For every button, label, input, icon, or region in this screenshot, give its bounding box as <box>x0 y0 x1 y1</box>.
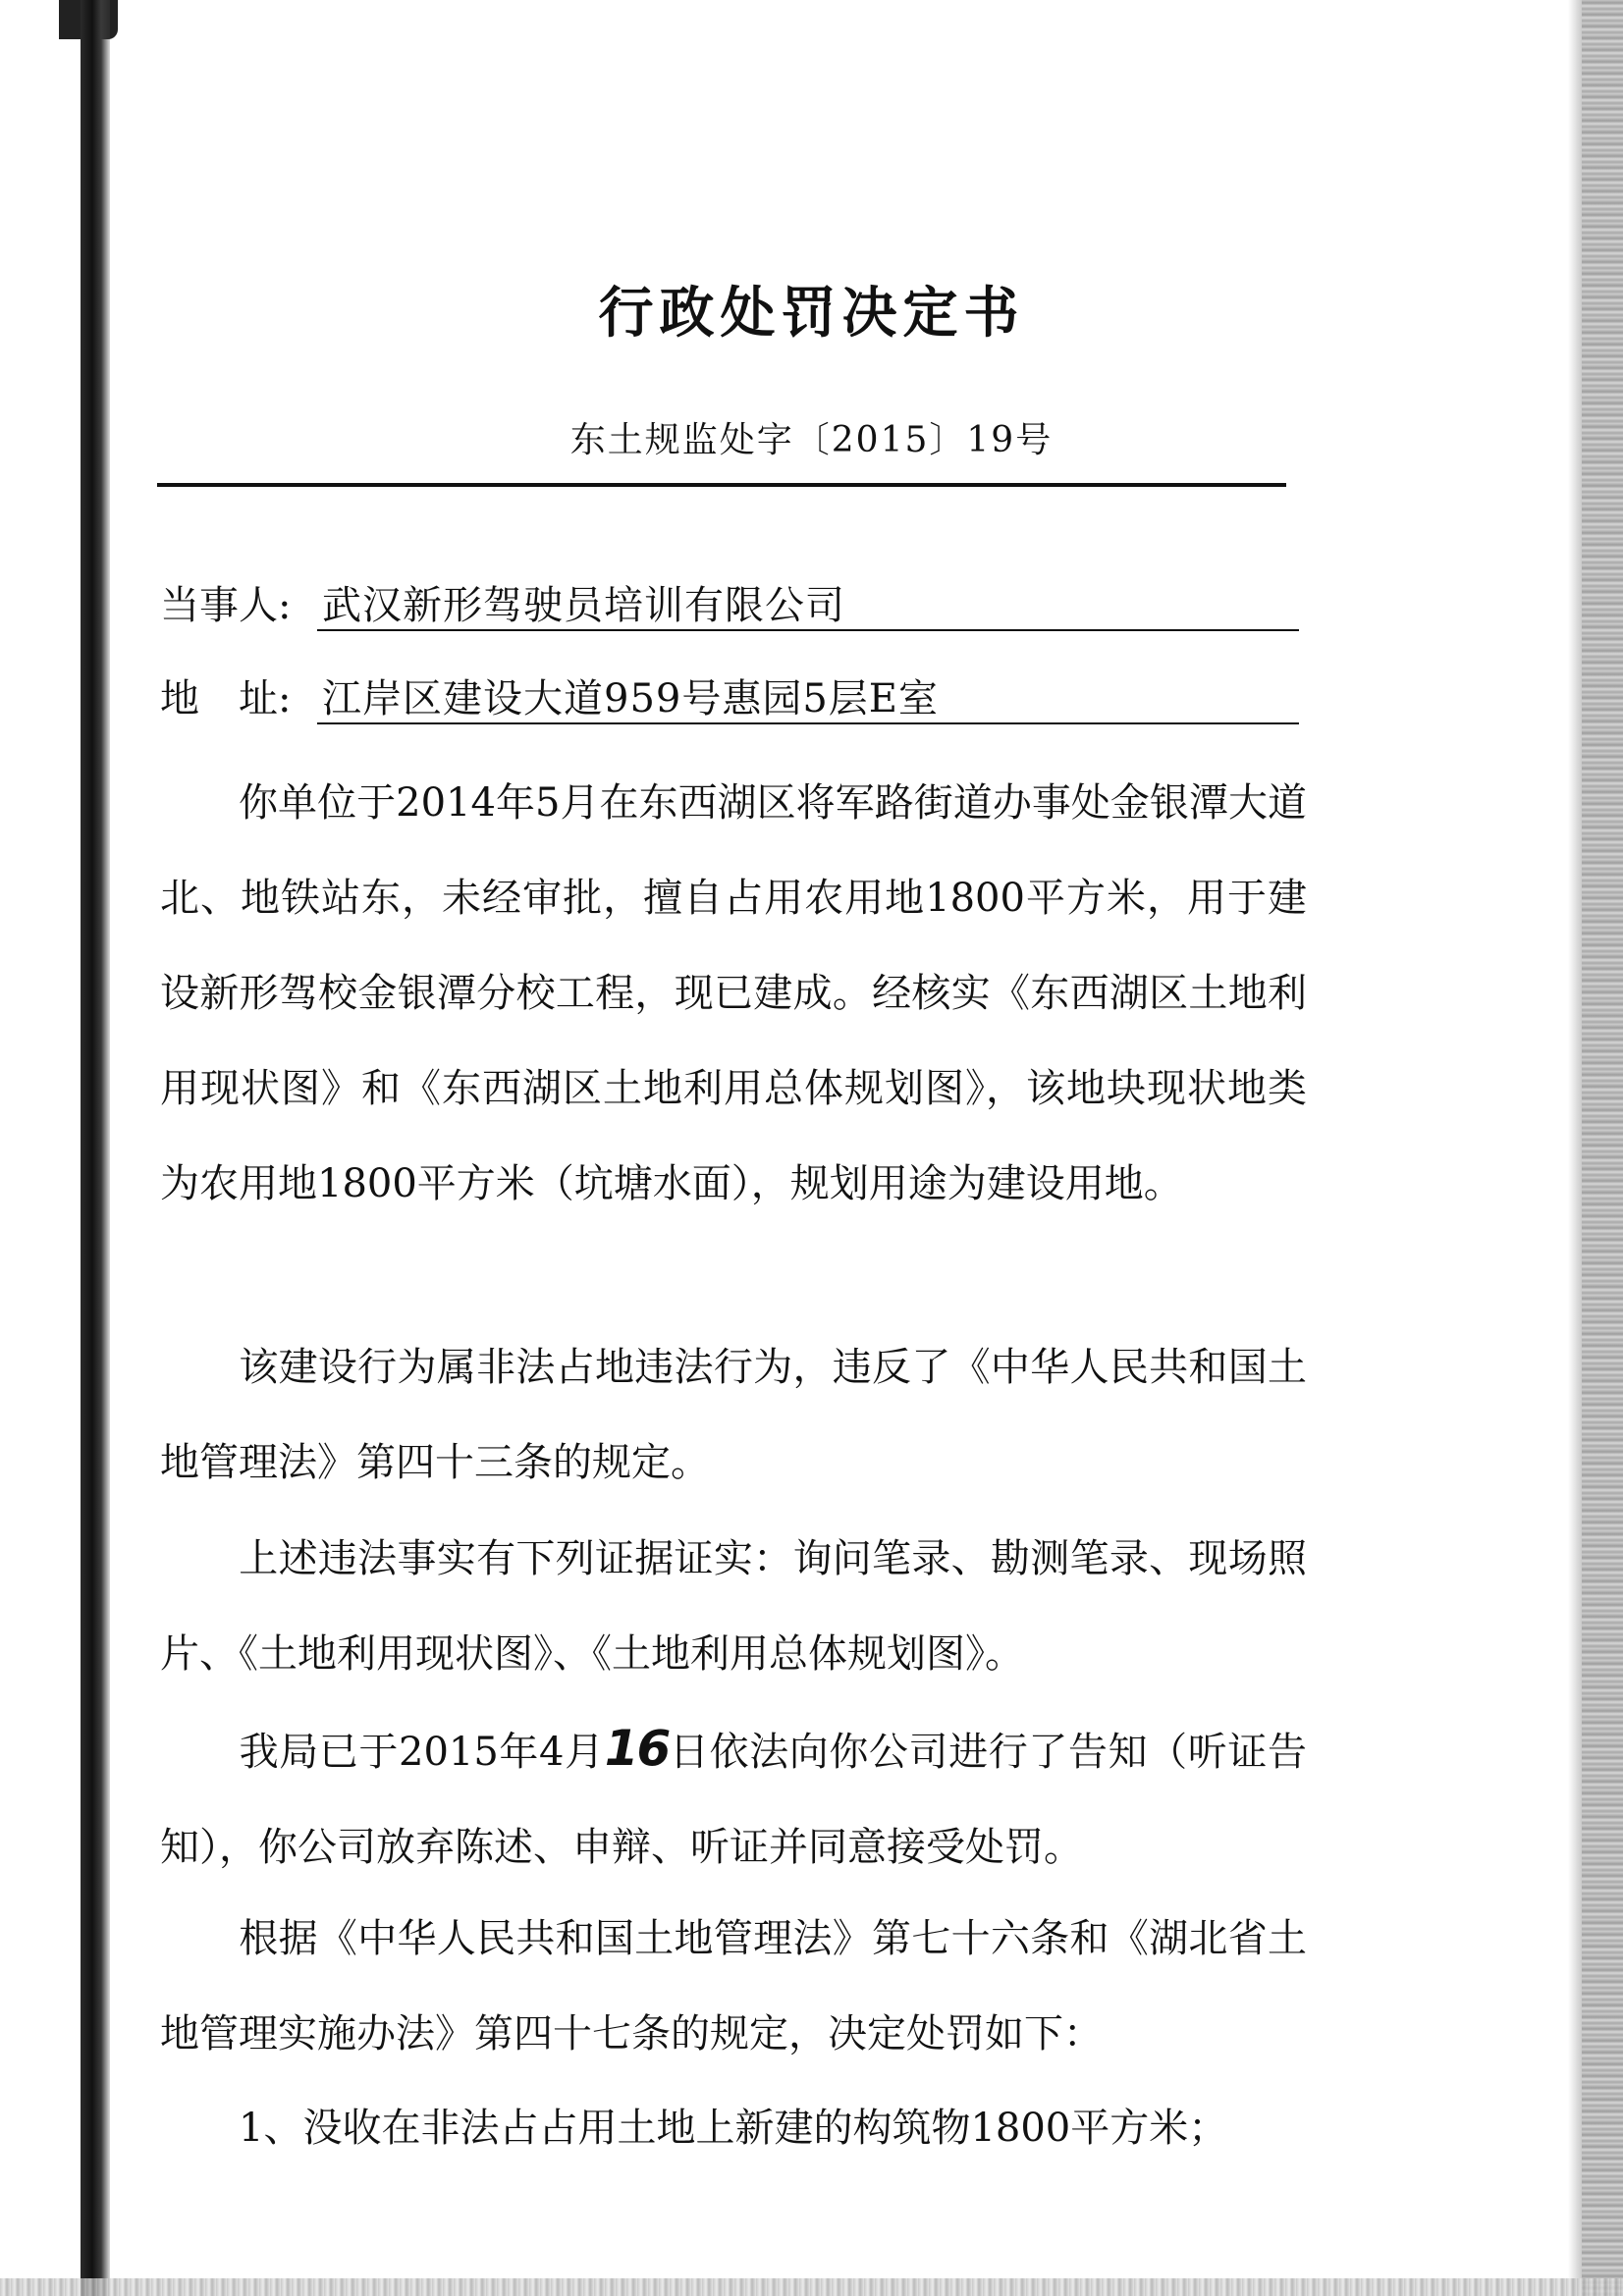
paragraph-legal-basis <box>160 1892 1307 2082</box>
paragraph-violation-text: 该建设行为属非法占地违法行为，违反了《中华人民共和国土地管理法》第四十三条的规定。 <box>160 1345 1307 1485</box>
paragraph-notice-text-before: 我局已于2015年4月 <box>239 1730 605 1775</box>
paragraph-notice-text-after: 日依法向你公司进行了告知（听证告知），你公司放弃陈述、申辩、听证并同意接受处罚。 <box>160 1730 1307 1870</box>
paragraph-evidence-text: 上述违法事实有下列证据证实：询问笔录、勘测笔录、现场照片、《土地利用现状图》、《土地利用总体规划图》。 <box>160 1536 1307 1677</box>
scan-edge-bottom <box>0 2278 1623 2296</box>
address-label: 地 址: <box>160 676 292 721</box>
address-value: 江岸区建设大道959号惠园5层E室 <box>322 676 939 721</box>
paragraph-facts-text: 你单位于2014年5月在东西湖区将军路街道办事处金银潭大道北、地铁站东，未经审批，擅自占用农用地1800平方米，用于建设新形驾校金银潭分校工程，现已建成。经核实《东西湖区土地利用现状图》和《东西湖区土地利用总体规划图》，该地块现状地类为农用地1800平方米（坑塘水面），规划用途为建设用地。 <box>160 780 1307 1206</box>
paragraph-violation <box>160 1320 1307 1511</box>
penalty-item-1 <box>160 2081 1307 2176</box>
paragraph-legal-basis-text: 根据《中华人民共和国土地管理法》第七十六条和《湖北省土地管理实施办法》第四十七条的规定，决定处罚如下： <box>160 1916 1307 2056</box>
document-number: 东土规监处字〔2015〕19号 <box>569 420 1054 460</box>
header-divider <box>157 483 1286 487</box>
paragraph-evidence <box>160 1512 1307 1702</box>
party-label: 当事人: <box>160 583 292 628</box>
paragraph-notice <box>160 1701 1307 1896</box>
paragraph-facts <box>160 756 1307 1232</box>
party-underline <box>317 629 1299 631</box>
penalty-item-1-text: 1、没收在非法占占用土地上新建的构筑物1800平方米； <box>239 2106 1228 2151</box>
handwritten-day: 16 <box>604 1720 670 1777</box>
party-value: 武汉新形驾驶员培训有限公司 <box>322 583 845 628</box>
document-title: 行政处罚决定书 <box>598 281 1025 346</box>
address-underline <box>317 722 1299 724</box>
